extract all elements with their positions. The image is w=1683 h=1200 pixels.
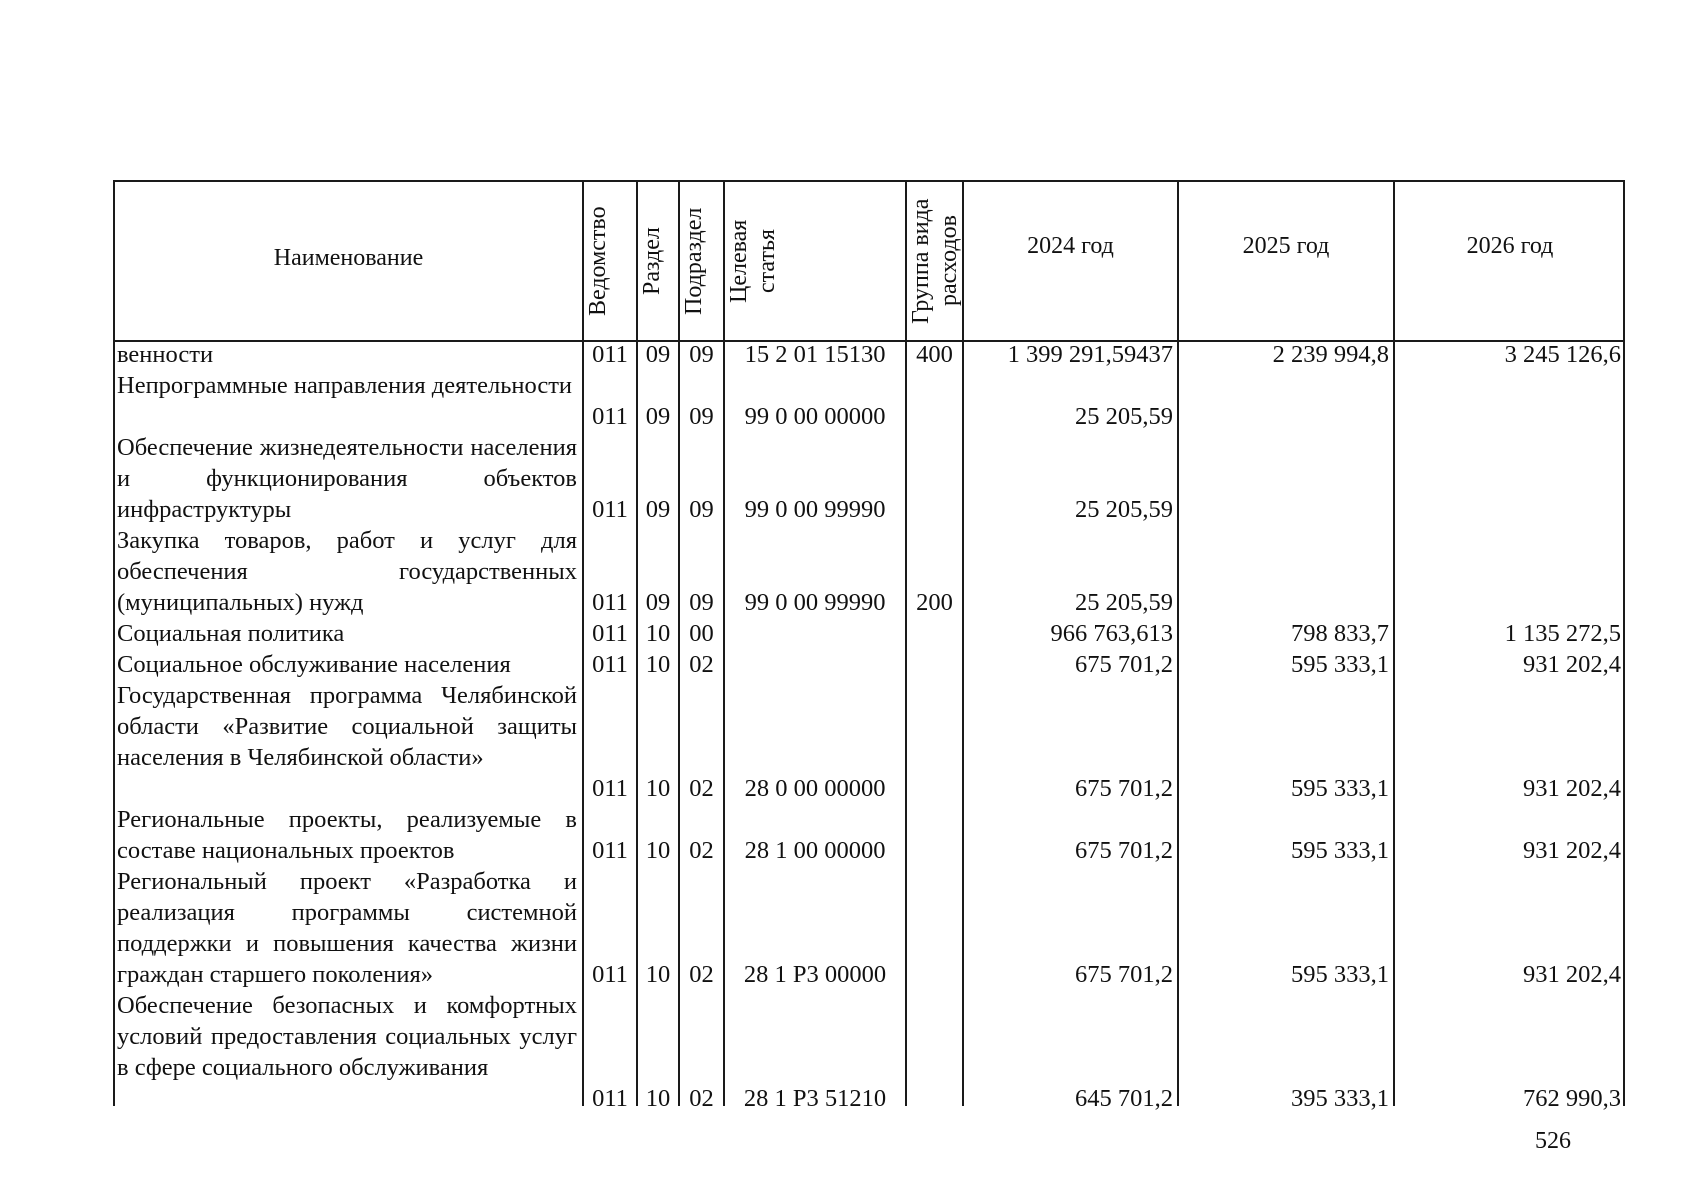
header-razdel: Раздел [639,227,665,295]
row-name: Обеспечение жизнедеятельности населения и функционирования объектов инфраструктуры [117,434,577,523]
row-razdel: 10 [645,961,671,988]
row-name: Непрограммные направления деятельности [117,372,573,399]
row-2026: 931 202,4 [1523,775,1621,802]
row-name: Региональные проекты, реализуемые в составе национальных проектов [117,806,577,864]
row-2024: 675 701,2 [1075,651,1173,678]
header-target-article [725,186,905,336]
row-2024: 25 205,59 [1075,403,1173,430]
header-target-line2: статья [754,229,780,293]
header-group-line2: расходов [936,215,962,307]
row-razdel: 09 [645,589,671,616]
row-2024: 1 399 291,59437 [1007,341,1173,368]
row-2026: 1 135 272,5 [1504,620,1621,647]
row-target-article: 99 0 00 00000 [744,403,886,430]
row-2025: 595 333,1 [1291,775,1389,802]
row-target-article: 28 1 Р3 00000 [743,961,887,988]
row-target-article: 28 1 Р3 51210 [743,1085,887,1112]
row-target-article: 15 2 01 15130 [744,341,886,368]
row-podrazdel: 02 [689,651,714,678]
header-name: Наименование [273,245,424,271]
row-target-article: 28 1 00 00000 [744,837,886,864]
row-expense-group: 400 [916,341,953,368]
row-razdel: 10 [645,775,671,802]
row-2024: 675 701,2 [1075,837,1173,864]
row-razdel: 09 [645,341,671,368]
row-2024: 675 701,2 [1075,775,1173,802]
row-2024: 645 701,2 [1075,1085,1173,1112]
header-vedomstvo: Ведомство [585,206,611,316]
row-podrazdel: 09 [689,496,714,523]
row-2025: 395 333,1 [1291,1085,1389,1112]
row-vedomstvo: 011 [592,1085,628,1112]
row-vedomstvo: 011 [592,651,628,678]
row-podrazdel: 02 [689,775,714,802]
header-2026: 2026 год [1466,233,1554,259]
header-2025: 2025 год [1242,233,1330,259]
row-2026: 931 202,4 [1523,961,1621,988]
row-razdel: 09 [645,403,671,430]
row-razdel: 10 [645,1085,671,1112]
header-group-line1: Группа вида [908,198,934,324]
row-name: венности [117,341,214,368]
row-2024: 966 763,613 [1050,620,1173,647]
row-razdel: 10 [645,620,671,647]
row-vedomstvo: 011 [592,496,628,523]
row-expense-group: 200 [916,589,953,616]
row-vedomstvo: 011 [592,403,628,430]
header-2024: 2024 год [1027,233,1114,259]
row-vedomstvo: 011 [592,775,628,802]
row-target-article: 28 0 00 00000 [744,775,886,802]
row-target-article: 99 0 00 99990 [744,496,886,523]
row-2025: 2 239 994,8 [1272,341,1389,368]
header-target-line1: Целевая [726,219,752,303]
row-target-article: 99 0 00 99990 [744,589,886,616]
row-podrazdel: 02 [689,961,714,988]
row-name: Обеспечение безопасных и комфортных условий предоставления социальных услуг в сфере социального обслуживания [117,992,577,1081]
row-2026: 931 202,4 [1523,837,1621,864]
row-vedomstvo: 011 [592,589,628,616]
row-podrazdel: 02 [689,1085,714,1112]
row-name: Социальная политика [117,620,345,647]
row-podrazdel: 09 [689,589,714,616]
row-2024: 675 701,2 [1075,961,1173,988]
row-2025: 798 833,7 [1291,620,1389,647]
row-podrazdel: 09 [689,341,714,368]
row-podrazdel: 02 [689,837,714,864]
row-2025: 595 333,1 [1291,961,1389,988]
row-razdel: 10 [645,651,671,678]
row-2026: 3 245 126,6 [1504,341,1621,368]
row-name: Региональный проект «Разработка и реализация программы системной поддержки и повышения качества жизни граждан старшего поколения» [117,868,577,988]
page-number: 526 [1535,1128,1571,1154]
row-vedomstvo: 011 [592,341,628,368]
row-vedomstvo: 011 [592,837,628,864]
row-razdel: 09 [645,496,671,523]
row-razdel: 10 [645,837,671,864]
row-podrazdel: 09 [689,403,714,430]
row-name: Закупка товаров, работ и услуг для обеспечения государственных (муниципальных) нужд [117,527,577,616]
row-2025: 595 333,1 [1291,837,1389,864]
header-podrazdel: Подраздел [681,207,707,315]
row-2024: 25 205,59 [1075,589,1173,616]
row-2024: 25 205,59 [1075,496,1173,523]
row-vedomstvo: 011 [592,620,628,647]
row-name: Государственная программа Челябинской области «Развитие социальной защиты населения в Челябинской области» [117,682,577,771]
row-podrazdel: 00 [689,620,714,647]
row-2025: 595 333,1 [1291,651,1389,678]
header-expense-group [907,184,962,338]
row-name: Социальное обслуживание населения [117,651,511,678]
row-2026: 762 990,3 [1523,1085,1621,1112]
row-vedomstvo: 011 [592,961,628,988]
row-2026: 931 202,4 [1523,651,1621,678]
